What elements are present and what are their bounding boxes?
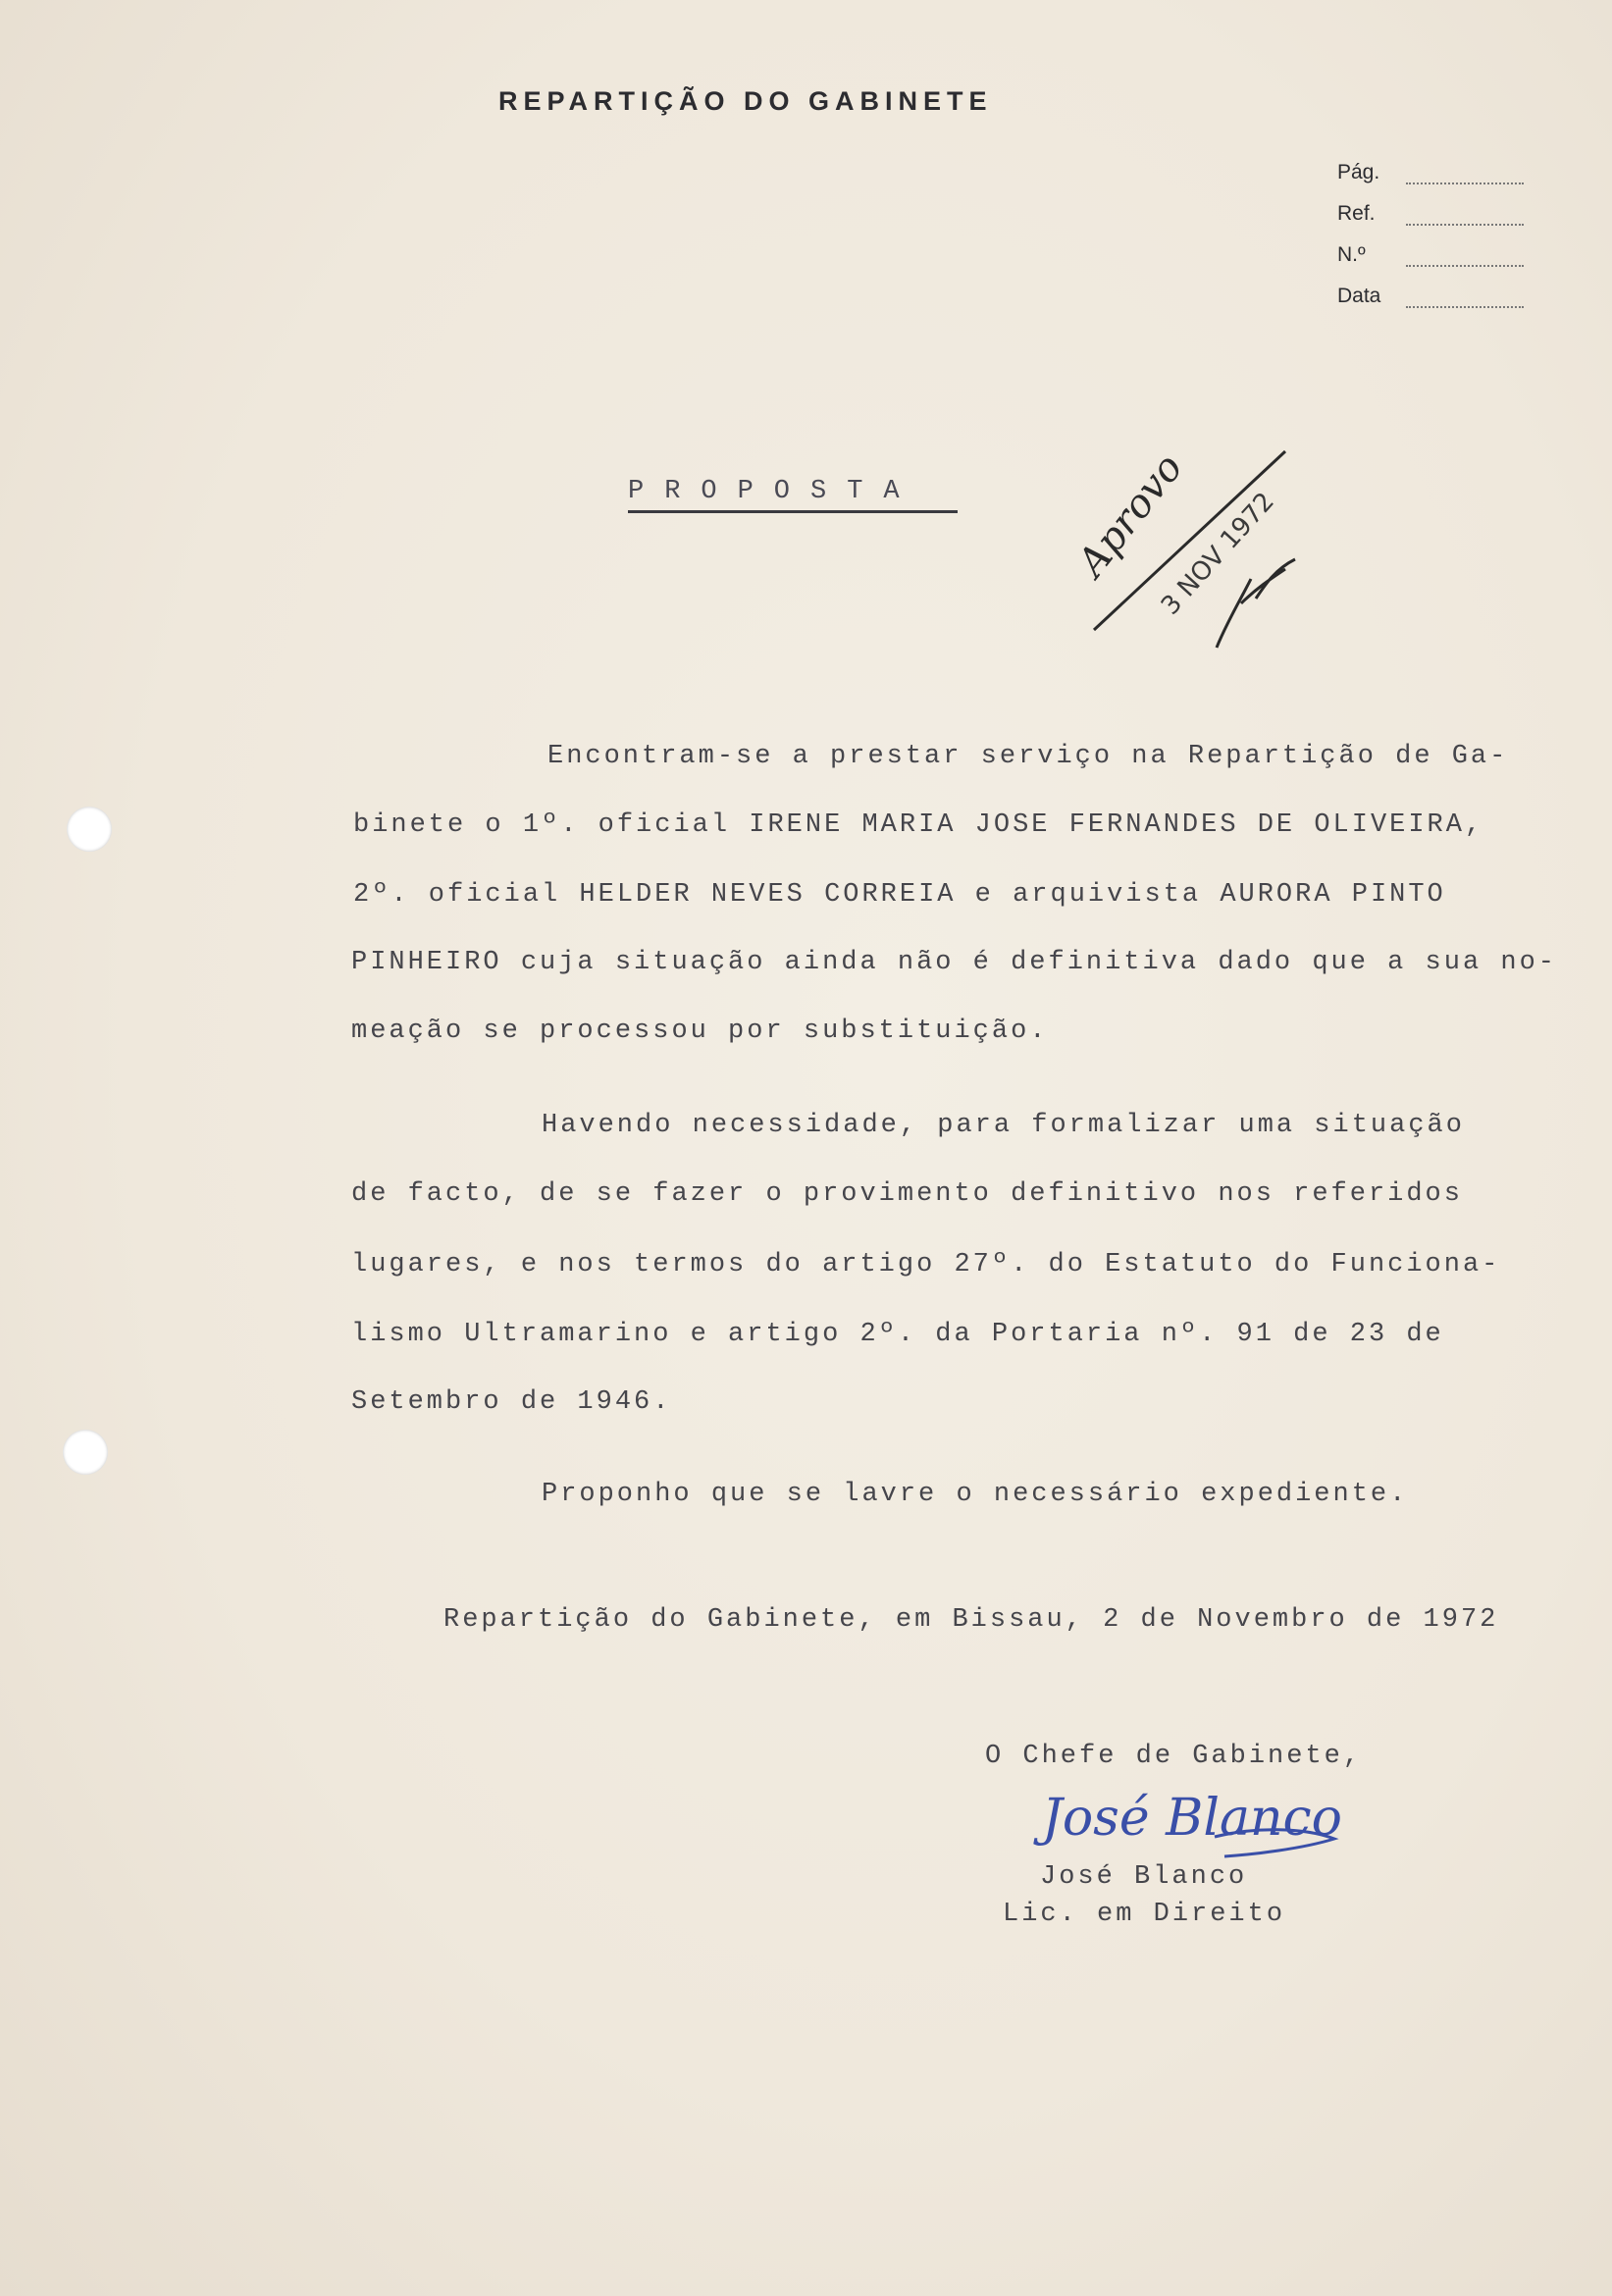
signer-name: José Blanco [1040, 1862, 1248, 1892]
meta-line-page [1406, 183, 1524, 184]
meta-label-number: N.º [1337, 243, 1366, 266]
approval-handwriting: Aprovo [1068, 445, 1192, 586]
paragraph-2-line-4: lismo Ultramarino e artigo 2º. da Portaria nº. 91 de 23 de [351, 1320, 1444, 1349]
place-date-line: Repartição do Gabinete, em Bissau, 2 de Novembro de 1972 [443, 1605, 1499, 1635]
meta-label-date: Data [1337, 285, 1381, 307]
meta-line-ref [1406, 224, 1524, 226]
paragraph-2-line-1: Havendo necessidade, para formalizar uma situação [542, 1111, 1465, 1140]
approval-stamp-graphic [1068, 442, 1325, 657]
paragraph-2-line-3: lugares, e nos termos do artigo 27º. do Estatuto do Funciona- [351, 1250, 1501, 1279]
paragraph-3: Proponho que se lavre o necessário expediente. [542, 1480, 1409, 1509]
paragraph-1-line-2: binete o 1º. oficial IRENE MARIA JOSE FERNANDES DE OLIVEIRA, [353, 810, 1484, 840]
document-title: PROPOSTA [628, 477, 958, 513]
paragraph-1-line-1: Encontram-se a prestar serviço na Repartição de Ga- [547, 742, 1509, 771]
paragraph-1-line-3: 2º. oficial HELDER NEVES CORREIA e arquivista AURORA PINTO [353, 880, 1446, 910]
paragraph-1-line-4: PINHEIRO cuja situação ainda não é definitiva dado que a sua no- [351, 948, 1557, 977]
punch-hole-bottom [63, 1430, 108, 1475]
paragraph-2-line-2: de facto, de se fazer o provimento definitivo nos referidos [351, 1179, 1463, 1209]
meta-line-number [1406, 265, 1524, 267]
signature-graphic [1038, 1778, 1342, 1866]
office-header: REPARTIÇÃO DO GABINETE [498, 86, 993, 116]
handwritten-signature [1038, 1778, 1342, 1866]
meta-line-date [1406, 306, 1524, 308]
paragraph-2-line-5: Setembro de 1946. [351, 1387, 672, 1417]
stamp-date: 3 NOV 1972 [1155, 487, 1280, 621]
punch-hole-top [67, 807, 112, 852]
paragraph-1-line-5: meação se processou por substituição. [351, 1017, 1049, 1046]
meta-label-page: Pág. [1337, 161, 1380, 183]
signer-title: Lic. em Direito [1003, 1900, 1286, 1929]
signer-role: O Chefe de Gabinete, [985, 1742, 1363, 1771]
signature-handwriting: José Blanco [1042, 1789, 1342, 1848]
meta-label-ref: Ref. [1337, 202, 1376, 225]
approval-stamp [1068, 442, 1325, 657]
